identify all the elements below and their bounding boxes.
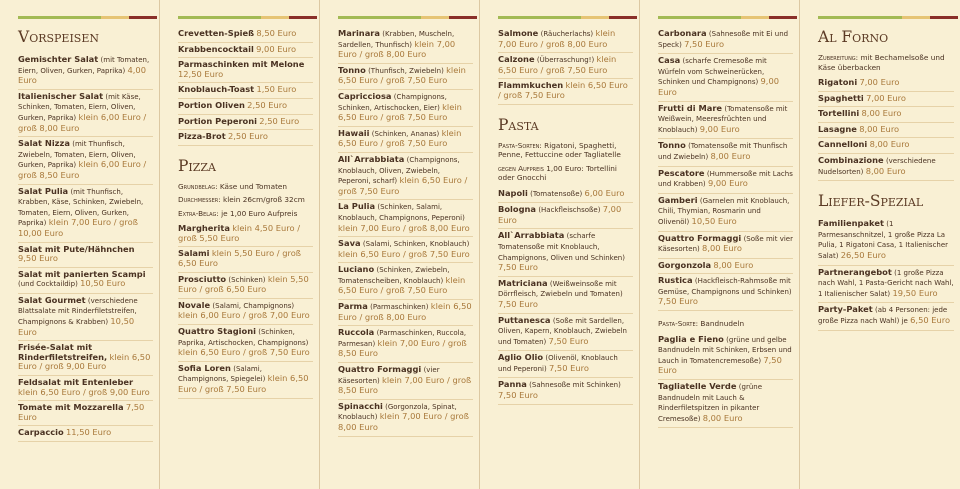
item-name: Margherita xyxy=(178,223,230,234)
menu-item xyxy=(818,76,954,92)
item-price: klein 7,00 Euro / groß 8,00 Euro xyxy=(338,222,470,233)
item-description: (Hackfleischsoße) xyxy=(538,206,601,215)
menu-item xyxy=(338,263,473,300)
menu-item xyxy=(18,426,153,442)
item-name: Carpaccio xyxy=(18,427,64,438)
item-name: Quattro Formaggi xyxy=(338,364,422,375)
item-description: (Parmaschinken) xyxy=(370,303,429,312)
column-content xyxy=(818,0,954,331)
item-name: Rustica xyxy=(658,275,693,286)
item-price: 7,50 Euro xyxy=(498,298,538,309)
column-content xyxy=(338,0,473,437)
item-name: Tagliatelle Verde xyxy=(658,380,737,391)
item-description: (Champignons, Knoblauch, Oliven, Zwiebeln, Peperoni, scharf) xyxy=(338,155,460,186)
item-price: 10,50 Euro xyxy=(691,215,737,226)
item-name: Portion Peperoni xyxy=(178,115,257,126)
item-name: Salami xyxy=(178,248,210,259)
item-name: Gamberi xyxy=(658,194,698,205)
item-price: 7,50 Euro xyxy=(18,402,145,422)
menu-item xyxy=(818,266,954,304)
item-name: Crevetten-Spieß xyxy=(178,28,255,38)
item-price: 2,50 Euro xyxy=(228,131,268,142)
menu-item xyxy=(178,83,313,99)
note-text: 1,00 Euro: Tortellini oder Gnocchi xyxy=(498,163,617,183)
item-name: Rigatoni xyxy=(818,77,858,87)
section-note xyxy=(498,141,633,160)
menu-item xyxy=(658,167,793,194)
item-description: (grüne Bandnudeln mit Lauch & Rinderfiletspitzen in pikanter Cremesoße) xyxy=(658,382,762,423)
menu-item xyxy=(18,401,153,426)
item-name: Calzone xyxy=(498,54,535,65)
item-name: Pescatore xyxy=(658,167,705,178)
menu-item xyxy=(498,351,633,378)
item-price: 8,00 Euro xyxy=(702,243,742,254)
item-name: Knoblauch-Toast xyxy=(178,84,255,95)
item-description: (Weißweinsoße mit Dörrfleisch, Zwiebeln und Tomaten) xyxy=(498,279,623,299)
menu-item xyxy=(338,237,473,263)
item-description: (1 große Pizza nach Wahl, 1 Pasta-Gericht nach Wahl, 1 Italienischer Salat) xyxy=(818,268,954,298)
color-divider xyxy=(498,16,637,19)
item-name: Parma xyxy=(338,301,368,312)
item-name: Quattro Formaggi xyxy=(658,232,742,243)
note-text: Bandnudeln xyxy=(698,319,745,329)
item-price: klein 6,50 Euro / groß 7,50 Euro xyxy=(338,64,466,86)
note-label: gegen Aufpreis xyxy=(498,163,544,173)
item-name: Party-Paket xyxy=(818,304,873,315)
item-price: 8,00 Euro xyxy=(710,150,751,161)
item-description: (Schinken) xyxy=(228,275,266,284)
menu-item xyxy=(178,27,313,43)
section-heading: Vorspeisen xyxy=(18,28,99,46)
item-name: Combinazione xyxy=(818,154,884,165)
item-description: (Tomatensoße) xyxy=(530,189,583,198)
item-description: (Salami, Champignons) xyxy=(212,301,295,310)
item-description: (Thunfisch, Zwiebeln) xyxy=(368,66,444,75)
menu-item xyxy=(818,123,954,139)
menu-item xyxy=(18,90,153,137)
item-name: Spaghetti xyxy=(818,92,864,103)
menu-item xyxy=(498,229,633,276)
menu-item xyxy=(498,314,633,352)
section-heading: Pasta xyxy=(498,115,539,134)
item-description: (Schinken, Salami, Knoblauch, Champignons, Peperoni) xyxy=(338,203,465,222)
menu-column xyxy=(480,0,640,489)
item-name: Lasagne xyxy=(818,123,857,134)
menu-column xyxy=(800,0,960,489)
item-description: (scharfe Cremesoße mit Würfeln vom Schweinerücken, Schinken und Champignons) xyxy=(658,57,767,87)
column-content xyxy=(658,0,793,428)
item-price: 7,50 Euro xyxy=(658,296,698,307)
item-price: 7,50 Euro xyxy=(548,335,589,346)
item-name: Gorgonzola xyxy=(658,259,712,270)
menu-item xyxy=(658,102,793,140)
menu-item xyxy=(178,247,313,272)
note-label: Grundbelag: xyxy=(178,181,218,191)
item-price: 2,50 Euro xyxy=(247,99,288,110)
item-price: 2,50 Euro xyxy=(259,115,300,126)
item-description: (Salami, Schinken, Knoblauch) xyxy=(362,240,470,249)
item-price: 6,00 Euro xyxy=(584,187,625,198)
item-price: 7,50 Euro xyxy=(684,38,725,49)
menu-item xyxy=(498,79,633,104)
item-description: (Salami, Champignons, Spiegelei) xyxy=(178,364,266,384)
item-description: (verschiedene Blattsalate mit Rinderfiletstreifen, Champignons & Krabben) xyxy=(18,296,138,327)
menu-item xyxy=(658,259,793,275)
item-name: Prosciutto xyxy=(178,273,227,284)
menu-item xyxy=(658,139,793,166)
item-price: 19,50 Euro xyxy=(892,287,938,298)
item-description: (Soße mit vier Käsesorten) xyxy=(658,234,793,254)
menu-item xyxy=(818,107,954,123)
item-price: 7,50 Euro xyxy=(658,354,782,376)
item-price: 9,00 Euro xyxy=(707,178,748,189)
item-price: 1,50 Euro xyxy=(256,84,297,95)
item-name: Ruccola xyxy=(338,327,375,338)
item-price: 4,00 Euro xyxy=(18,64,146,86)
menu-column xyxy=(0,0,160,489)
note-text: je 1,00 Euro Aufpreis xyxy=(218,208,298,218)
item-name: Salat mit Pute/Hähnchen xyxy=(18,243,135,254)
item-price: 26,50 Euro xyxy=(840,249,886,260)
item-price: klein 5,50 Euro / groß 6,50 Euro xyxy=(178,273,309,295)
item-description: (Olivenöl, Knoblauch und Peperoni) xyxy=(498,354,618,373)
item-name: Gemischter Salat xyxy=(18,54,99,64)
menu-item xyxy=(818,154,954,181)
item-name: Frisée-Salat mit Rinderfiletstreifen, xyxy=(18,342,108,362)
note-text: mit Bechamelsoße und Käse überbacken xyxy=(818,53,945,72)
menu-item xyxy=(338,300,473,326)
note-label: Durchmesser: xyxy=(178,195,221,205)
item-name: Pizza-Brot xyxy=(178,131,226,142)
item-name: Frutti di Mare xyxy=(658,102,723,113)
item-name: All`Arrabbiata xyxy=(338,153,405,164)
item-price: klein 6,50 Euro / groß 7,50 Euro xyxy=(338,248,470,259)
section-heading: Al Forno xyxy=(818,28,889,46)
menu-item xyxy=(498,187,633,204)
item-price: klein 7,00 Euro / groß 8,50 Euro xyxy=(338,337,467,359)
menu-item xyxy=(818,92,954,108)
item-description: (Sahnesoße mit Schinken) xyxy=(529,381,621,390)
menu-item xyxy=(178,115,313,131)
item-price: klein 6,50 Euro / groß 9,00 Euro xyxy=(18,351,151,372)
menu-item xyxy=(658,232,793,259)
item-description: (Krabben, Muscheln, Sardellen, Thunfisch) xyxy=(338,30,455,49)
item-price: 9,00 Euro xyxy=(699,123,740,134)
item-name: Salat Nizza xyxy=(18,138,70,149)
item-description: (Champignons, Schinken, Artischocken, Eier) xyxy=(338,92,447,112)
section-heading: Pizza xyxy=(178,156,217,175)
menu-column xyxy=(160,0,320,489)
item-name: Salat mit panierten Scampi xyxy=(18,268,146,279)
menu-item xyxy=(178,130,313,146)
item-description: (Schinken, Paprika, Artischocken, Champignons) xyxy=(178,328,309,347)
item-description: (Sahnesoße mit Ei und Speck) xyxy=(658,30,789,49)
menu-item xyxy=(338,27,473,64)
item-name: Familienpaket xyxy=(818,218,884,229)
menu-item xyxy=(498,203,633,229)
menu-item xyxy=(338,64,473,90)
item-name: Luciano xyxy=(338,264,375,275)
item-price: klein 6,50 Euro / groß 7,50 Euro xyxy=(338,127,462,149)
item-name: Tomate mit Mozzarella xyxy=(18,402,124,413)
item-price: klein 6,50 Euro / groß 7,50 Euro xyxy=(498,80,628,100)
item-name: Spinacchi xyxy=(338,400,383,411)
menu-item xyxy=(498,378,633,404)
section-note xyxy=(498,164,633,183)
item-name: Paglia e Fieno xyxy=(658,333,724,344)
item-description: (Parmaschinken, Ruccola, Parmesan) xyxy=(338,329,467,348)
color-divider xyxy=(658,16,797,19)
item-name: Bologna xyxy=(498,204,537,215)
menu-item xyxy=(498,53,633,79)
item-price: 7,50 Euro xyxy=(549,362,589,373)
item-name: Italienischer Salat xyxy=(18,90,104,101)
item-description: (verschiedene Nudelsorten) xyxy=(818,156,936,176)
item-description: (Garnelen mit Knoblauch, Chili, Thymian, Rosmarin und Olivenöl) xyxy=(658,196,790,226)
section-note xyxy=(178,209,313,219)
item-description: (und Cocktaildip) xyxy=(18,280,78,289)
note-label: Zubereitung: xyxy=(818,53,859,62)
item-name: Salat Gourmet xyxy=(18,294,86,305)
menu-item xyxy=(178,43,313,59)
note-text: Käse und Tomaten xyxy=(217,181,288,191)
item-price: klein 6,00 Euro / groß 8,50 Euro xyxy=(18,159,147,180)
item-price: klein 5,50 Euro / groß 6,50 Euro xyxy=(178,248,302,269)
note-text: klein 26cm/groß 32cm xyxy=(220,195,305,205)
item-name: Salmone xyxy=(498,28,539,38)
menu-item xyxy=(338,200,473,237)
item-price: 9,50 Euro xyxy=(18,253,58,264)
item-name: Quattro Stagioni xyxy=(178,326,256,336)
item-name: All`Arrabbiata xyxy=(498,230,565,241)
menu-item xyxy=(18,137,153,184)
menu-item xyxy=(18,243,153,268)
menu-item xyxy=(658,274,793,311)
item-name: La Pulia xyxy=(338,201,376,212)
menu-item xyxy=(658,380,793,428)
menu-item xyxy=(658,54,793,101)
item-name: Parmaschinken mit Melone xyxy=(178,59,305,70)
menu-item xyxy=(178,222,313,247)
menu-item xyxy=(338,326,473,363)
section-heading: Liefer-Spezial xyxy=(818,192,924,211)
item-name: Portion Oliven xyxy=(178,99,245,110)
item-name: Napoli xyxy=(498,187,528,198)
menu-item xyxy=(338,363,473,400)
item-name: Tortellini xyxy=(818,108,860,119)
menu-item xyxy=(658,194,793,232)
item-name: Puttanesca xyxy=(498,314,551,325)
section-note xyxy=(178,182,313,192)
menu-item xyxy=(818,303,954,330)
item-price: 8,50 Euro xyxy=(256,28,297,38)
item-description: (mit Thunfisch, Zwiebeln, Tomaten, Eiern, Oliven, Gurken, Paprika) xyxy=(18,140,136,170)
menu-column xyxy=(640,0,800,489)
item-price: klein 6,00 Euro / groß 7,00 Euro xyxy=(178,310,310,321)
item-price: 11,50 Euro xyxy=(66,427,112,438)
column-content xyxy=(18,0,153,442)
menu-item xyxy=(818,138,954,154)
item-price: 12,50 Euro xyxy=(178,68,224,79)
color-divider xyxy=(338,16,477,19)
item-price: klein 6,50 Euro / groß 7,50 Euro xyxy=(338,101,462,123)
item-name: Salat Pulia xyxy=(18,185,69,196)
item-description: (Hummersoße mit Lachs und Krabben) xyxy=(658,169,793,189)
item-description: (vier Käsesorten) xyxy=(338,366,440,385)
menu-item xyxy=(178,58,313,83)
item-name: Marinara xyxy=(338,28,380,38)
item-description: (Schinken, Ananas) xyxy=(371,129,440,138)
item-description: (Hackfleisch-Rahmsoße mit Gemüse, Champignons und Schinken) xyxy=(658,277,792,296)
menu-item xyxy=(18,376,153,401)
item-price: 10,50 Euro xyxy=(80,278,126,289)
column-content xyxy=(178,0,313,399)
menu-item xyxy=(18,268,153,294)
item-price: 7,50 Euro xyxy=(498,390,538,401)
item-price: 8,00 Euro xyxy=(702,412,743,423)
column-content xyxy=(498,0,633,405)
item-price: 8,00 Euro xyxy=(713,259,754,270)
item-name: Tonno xyxy=(658,140,686,151)
menu-item xyxy=(178,325,313,362)
item-name: Sava xyxy=(338,238,361,249)
note-label: Pasta-Sorten: xyxy=(498,140,542,150)
item-price: 9,00 Euro xyxy=(658,76,780,97)
menu-item xyxy=(18,294,153,341)
item-price: 7,00 Euro xyxy=(866,92,906,103)
item-description: (mit Thunfisch, Krabben, Käse, Schinken, Zwiebeln, Tomaten, Eiern, Oliven, Gurken, Paprika) xyxy=(18,187,144,228)
section-note xyxy=(818,53,954,72)
item-description: (1 Parmesanschnitzel, 1 große Pizza La Pulia, 1 Rigatoni Casa, 1 Italienischer Salat) xyxy=(818,220,949,260)
menu-item xyxy=(18,341,153,376)
item-price: klein 7,00 Euro / groß 8,00 Euro xyxy=(338,38,456,60)
item-price: klein 6,00 Euro / groß 8,00 Euro xyxy=(18,111,147,133)
item-price: 8,00 Euro xyxy=(869,139,910,150)
item-price: 8,00 Euro xyxy=(861,108,902,119)
menu-item xyxy=(178,273,313,299)
section-spacer xyxy=(658,311,793,319)
menu-column xyxy=(320,0,480,489)
color-divider xyxy=(178,16,317,19)
item-price: klein 4,50 Euro / groß 5,50 Euro xyxy=(178,223,300,243)
item-description: (ab 4 Personen: jede große Pizza nach Wahl) je xyxy=(818,306,948,325)
item-price: klein 6,50 Euro / groß 7,50 Euro xyxy=(178,373,309,394)
menu-item xyxy=(338,400,473,437)
section-note xyxy=(178,195,313,205)
item-description: (Überraschung!) xyxy=(536,56,595,65)
item-price: klein 7,00 Euro / groß 10,00 Euro xyxy=(18,217,138,238)
item-description: (Schinken, Zwiebeln, Tomatenscheiben, Knoblauch) xyxy=(338,266,450,285)
menu-item xyxy=(178,299,313,325)
menu-item xyxy=(498,277,633,314)
item-name: Sofia Loren xyxy=(178,362,231,373)
item-price: 8,00 Euro xyxy=(865,165,906,176)
item-name: Cannelloni xyxy=(818,139,868,150)
item-price: klein 7,00 Euro / groß 8,00 Euro xyxy=(498,28,616,49)
item-name: Feldsalat mit Entenleber xyxy=(18,377,134,388)
item-name: Capricciosa xyxy=(338,90,392,101)
color-divider xyxy=(18,16,157,19)
menu-item xyxy=(818,217,954,265)
item-description: (Soße mit Sardellen, Oliven, Kapern, Knoblauch, Zwiebeln und Tomaten) xyxy=(498,316,627,346)
item-name: Hawaii xyxy=(338,127,370,138)
section-note xyxy=(658,319,793,329)
item-description: (Gorgonzola, Spinat, Knoblauch) xyxy=(338,402,457,422)
item-price: 8,00 Euro xyxy=(859,123,900,134)
item-price: klein 7,00 Euro / groß 8,00 Euro xyxy=(338,411,469,432)
item-description: (Tomatensoße mit Weißwein, Meeresfrüchten und Knoblauch) xyxy=(658,104,788,134)
item-price: klein 6,50 Euro / groß 7,50 Euro xyxy=(338,175,468,196)
menu-item xyxy=(338,90,473,127)
item-price: klein 6,50 Euro / groß 7,50 Euro xyxy=(498,54,617,75)
menu-item xyxy=(658,333,793,380)
item-price: 9,00 Euro xyxy=(256,43,297,54)
item-price: klein 6,50 Euro / groß 8,00 Euro xyxy=(338,301,472,322)
item-name: Carbonara xyxy=(658,28,707,38)
item-name: Casa xyxy=(658,55,681,66)
menu-item xyxy=(338,127,473,153)
item-price: 7,00 Euro xyxy=(498,204,622,225)
item-description: (mit Tomaten, Eiern, Oliven, Gurken, Paprika) xyxy=(18,56,150,75)
item-description: (Räucherlachs) xyxy=(540,30,594,38)
item-price: 10,50 Euro xyxy=(18,316,135,337)
note-label: Pasta-Sorte: xyxy=(658,319,699,329)
item-name: Novale xyxy=(178,299,211,310)
item-price: klein 6,50 Euro / groß 7,50 Euro xyxy=(338,274,466,296)
item-name: Krabbencocktail xyxy=(178,43,254,54)
item-price: klein 7,00 Euro / groß 8,50 Euro xyxy=(338,374,472,396)
item-name: Matriciana xyxy=(498,277,548,288)
item-description: (grüne und gelbe Bandnudeln mit Schinken, Erbsen und Lauch in Tomatencremesoße) xyxy=(658,335,792,365)
item-price: 6,50 Euro xyxy=(910,314,951,325)
item-name: Partnerangebot xyxy=(818,266,892,277)
item-price: klein 6,50 Euro / groß 7,50 Euro xyxy=(178,347,310,358)
note-label: Extra-Belag: xyxy=(178,208,219,218)
menu-item xyxy=(658,27,793,54)
item-name: Panna xyxy=(498,379,527,390)
item-price: 7,50 Euro xyxy=(498,262,538,273)
item-description: (scharfe Tomatensoße mit Knoblauch, Champignons, Oliven und Schinken) xyxy=(498,232,625,262)
menu-item xyxy=(498,27,633,53)
menu-item xyxy=(18,53,153,90)
menu-item xyxy=(178,362,313,399)
item-name: Tonno xyxy=(338,64,366,75)
item-description: (Tomatensoße mit Thunfisch und Zwiebeln) xyxy=(658,142,788,161)
note-text: Rigatoni, Spaghetti, Penne, Fettuccine oder Tagliatelle xyxy=(498,140,621,160)
item-name: Aglio Olio xyxy=(498,352,544,363)
item-price: 7,00 Euro xyxy=(859,77,900,87)
color-divider xyxy=(818,16,958,19)
item-price: klein 6,50 Euro / groß 9,00 Euro xyxy=(18,386,150,397)
menu-item xyxy=(338,153,473,200)
item-description: (mit Käse, Schinken, Tomaten, Eiern, Oliven, Gurken, Paprika) xyxy=(18,92,141,122)
menu-item xyxy=(178,99,313,115)
item-name: Flammkuchen xyxy=(498,80,564,91)
menu-item xyxy=(18,185,153,243)
